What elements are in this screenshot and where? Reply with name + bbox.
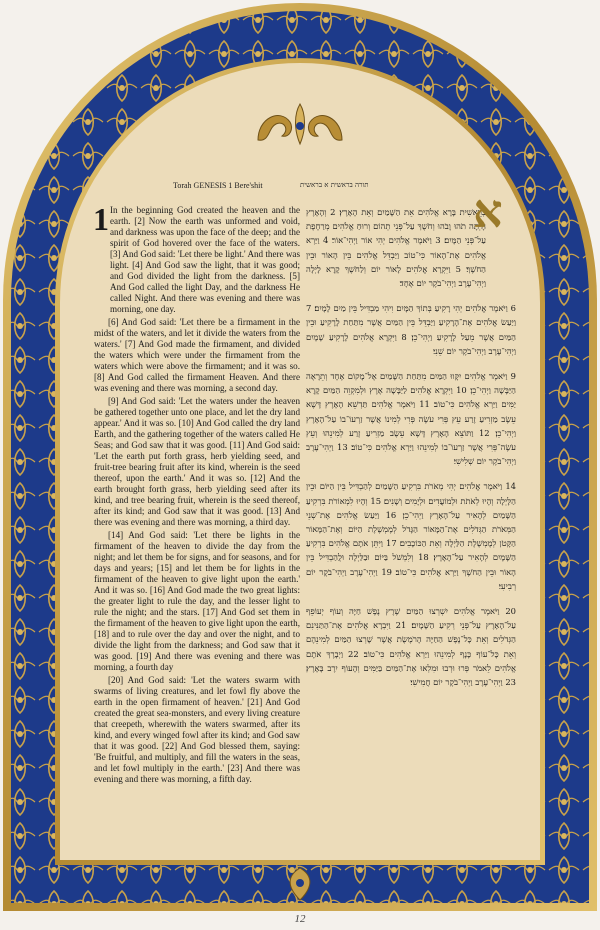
- hebrew-paragraph: 9 וַיֹּאמֶר אֱלֹהִים יִקָּווּ הַמַּיִם מִתַּחַת הַשָּׁמַיִם אֶל־מָקוֹם אֶחָד וְתֵרָאֶה הַיַּבָּשָׁה וַיְהִי־כֵן׃ 10 וַיִּקְרָא אֱלֹהִים לַיַּבָּשָׁה אֶרֶץ וּלְמִקְוֵה הַמַּיִם קָרָא יַמִּים וַיַּרְא אֱלֹהִים כִּי־טוֹב׃ 11 וַיֹּאמֶר אֱלֹהִים תַּדְשֵׁא הָאָרֶץ דֶּשֶׁא עֵשֶׂב מַזְרִיעַ זֶרַע עֵץ פְּרִי עֹשֶׂה פְּרִי לְמִינוֹ אֲשֶׁר זַרְעוֹ־בוֹ עַל־הָאָרֶץ וַיְהִי־כֵן׃ 12 וַתּוֹצֵא הָאָרֶץ דֶּשֶׁא עֵשֶׂב מַזְרִיעַ זֶרַע לְמִינֵהוּ וְעֵץ עֹשֶׂה־פְּרִי אֲשֶׁר זַרְעוֹ־בוֹ לְמִינֵהוּ וַיַּרְא אֱלֹהִים כִּי־טוֹב׃ 13 וַיְהִי־עֶרֶב וַיְהִי־בֹקֶר יוֹם שְׁלִישִׁי׃: [306, 371, 516, 467]
- hebrew-text-column: [306, 205, 516, 860]
- drop-cap-numeral: 1: [93, 201, 109, 237]
- english-paragraph: [14] And God said: 'Let there be lights in the firmament of the heaven to divide the day from the night; and let them be for signs, and for seasons, and for days and years; [15] and let them be for lights in the firmament of the heaven to give light upon the earth.' And it was so. [16] And God made the two great lights: the greater light to rule the day, and the lesser light to rule the night; and the stars. [17] And God set them in the firmament of the heaven to give light upon the earth, [18] and to rule over the day and over the night, and to divide the light from the darkness; and God saw that it was good. [19] And there was evening and there was morning, a fourth day: [94, 530, 300, 672]
- english-paragraph: [20] And God said: 'Let the waters swarm with swarms of living creatures, and let fowl fly above the earth in the open firmament of heaven.' [21] And God created the great sea-monsters, and every living creature that creepeth, wherewith the waters swarmed, after its kind, and every winged fowl after its kind; and God saw that it was good. [22] And God blessed them, saying: 'Be fruitful, and multiply, and fill the waters in the seas, and let fowl multiply in the earth.' [23] And there was evening and there was morning, a fifth day.: [94, 675, 300, 784]
- english-text-column: [93, 201, 300, 860]
- hebrew-paragraph: 20 וַיֹּאמֶר אֱלֹהִים יִשְׁרְצוּ הַמַּיִם שֶׁרֶץ נֶפֶשׁ חַיָּה וְעוֹף יְעוֹפֵף עַל־הָאָרֶץ עַל־פְּנֵי רְקִיעַ הַשָּׁמָיִם׃ 21 וַיִּבְרָא אֱלֹהִים אֶת־הַתַּנִּינִם הַגְּדֹלִים וְאֵת כָּל־נֶפֶשׁ הַחַיָּה הָרֹמֶשֶׂת אֲשֶׁר שָׁרְצוּ הַמַּיִם לְמִינֵהֶם וְאֵת כָּל־עוֹף כָּנָף לְמִינֵהוּ וַיַּרְא אֱלֹהִים כִּי־טוֹב׃ 22 וַיְבָרֶךְ אֹתָם אֱלֹהִים לֵאמֹר פְּרוּ וּרְבוּ וּמִלְאוּ אֶת־הַמַּיִם בַּיַּמִּים וְהָעוֹף יִרֶב בָּאָרֶץ׃ 23 וַיְהִי־עֶרֶב וַיְהִי־בֹקֶר יוֹם חֲמִישִׁי׃: [306, 606, 516, 688]
- header-english-title: Torah GENESIS 1 Bere'shit: [173, 181, 263, 190]
- english-paragraph: In the beginning God created the heaven and the earth. [2] Now the earth was unformed and void, and darkness was upon the face of the deep; and the spirit of God hovered over the face of the waters. [3] And God said: 'Let there be light.' And there was light. [4] And God saw the light, that it was good; and God divided the light from the darkness. [5] And God called the light Day, and the darkness He called Night. And there was evening and there was morning, one day.: [110, 205, 300, 314]
- page-number: 12: [294, 913, 306, 925]
- hebrew-illuminated-initial: א: [473, 184, 503, 238]
- top-crest-ornament: [250, 100, 350, 152]
- hebrew-paragraph: 14 וַיֹּאמֶר אֱלֹהִים יְהִי מְאֹרֹת בִּרְקִיעַ הַשָּׁמַיִם לְהַבְדִּיל בֵּין הַיּוֹם וּבֵין הַלָּיְלָה וְהָיוּ לְאֹתֹת וּלְמוֹעֲדִים וּלְיָמִים וְשָׁנִים׃ 15 וְהָיוּ לִמְאוֹרֹת בִּרְקִיעַ הַשָּׁמַיִם לְהָאִיר עַל־הָאָרֶץ וַיְהִי־כֵן׃ 16 וַיַּעַשׂ אֱלֹהִים אֶת־שְׁנֵי הַמְּאֹרֹת הַגְּדֹלִים אֶת־הַמָּאוֹר הַגָּדֹל לְמֶמְשֶׁלֶת הַיּוֹם וְאֶת־הַמָּאוֹר הַקָּטֹן לְמֶמְשֶׁלֶת הַלַּיְלָה וְאֵת הַכּוֹכָבִים׃ 17 וַיִּתֵּן אֹתָם אֱלֹהִים בִּרְקִיעַ הַשָּׁמָיִם לְהָאִיר עַל־הָאָרֶץ׃ 18 וְלִמְשֹׁל בַּיּוֹם וּבַלַּיְלָה וּלֲהַבְדִּיל בֵּין הָאוֹר וּבֵין הַחֹשֶׁךְ וַיַּרְא אֱלֹהִים כִּי־טוֹב׃ 19 וַיְהִי־עֶרֶב וַיְהִי־בֹקֶר יוֹם רְבִיעִי׃: [306, 481, 516, 591]
- header-hebrew-title: תורה בראשית א בראשית: [300, 181, 369, 189]
- english-paragraph: [9] And God said: 'Let the waters under the heaven be gathered together unto one place, and let the dry land appear.' And it was so. [10] And God called the dry land Earth, and the gathering together of the waters called He Seas; and God saw that it was good. [11] And God said: 'Let the earth put forth grass, herb yielding seed, and fruit-tree bearing fruit after its kind, wherein is the seed thereof, upon the earth.' And it was so. [12] And the earth brought forth grass, herb yielding seed after its kind, and tree bearing fruit, wherein is the seed thereof, after its kind; and God saw that it was good. [13] And there was evening and there was morning, a third day.: [94, 396, 300, 527]
- hebrew-paragraph: בְּרֵאשִׁית בָּרָא אֱלֹהִים אֵת הַשָּׁמַיִם וְאֵת הָאָרֶץ׃ 2 וְהָאָרֶץ הָיְתָה תֹהוּ וָבֹהוּ וְחֹשֶׁךְ עַל־פְּנֵי תְהוֹם וְרוּחַ אֱלֹהִים מְרַחֶפֶת עַל־פְּנֵי הַמָּיִם׃ 3 וַיֹּאמֶר אֱלֹהִים יְהִי אוֹר וַיְהִי־אוֹר׃ 4 וַיַּרְא אֱלֹהִים אֶת־הָאוֹר כִּי־טוֹב וַיַּבְדֵּל אֱלֹהִים בֵּין הָאוֹר וּבֵין הַחֹשֶׁךְ׃ 5 וַיִּקְרָא אֱלֹהִים לָאוֹר יוֹם וְלַחֹשֶׁךְ קָרָא לָיְלָה וַיְהִי־עֶרֶב וַיְהִי־בֹקֶר יוֹם אֶחָד׃: [306, 207, 486, 289]
- english-paragraph: [6] And God said: 'Let there be a firmament in the midst of the waters, and let it divide the waters from the waters.' [7] And God made the firmament, and divided the waters which were under the firmament from the waters which were above the firmament; and it was so. [8] And God called the firmament Heaven. And there was evening and there was morning, a second day.: [94, 317, 300, 393]
- bottom-crest-ornament: [278, 866, 322, 902]
- hebrew-paragraph: 6 וַיֹּאמֶר אֱלֹהִים יְהִי רָקִיעַ בְּתוֹךְ הַמָּיִם וִיהִי מַבְדִּיל בֵּין מַיִם לָמָיִם׃ 7 וַיַּעַשׂ אֱלֹהִים אֶת־הָרָקִיעַ וַיַּבְדֵּל בֵּין הַמַּיִם אֲשֶׁר מִתַּחַת לָרָקִיעַ וּבֵין הַמַּיִם אֲשֶׁר מֵעַל לָרָקִיעַ וַיְהִי־כֵן׃ 8 וַיִּקְרָא אֱלֹהִים לָרָקִיעַ שָׁמָיִם וַיְהִי־עֶרֶב וַיְהִי־בֹקֶר יוֹם שֵׁנִי׃: [306, 303, 516, 356]
